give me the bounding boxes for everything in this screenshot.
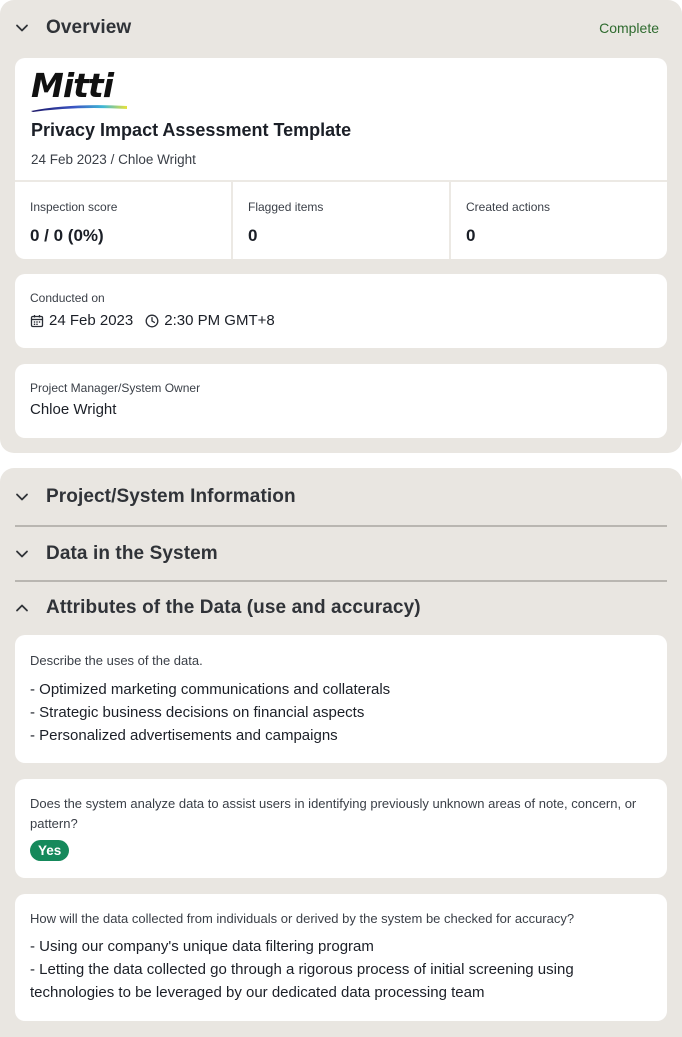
section-title: Attributes of the Data (use and accuracy)	[46, 597, 421, 618]
question-card-analyze	[15, 779, 667, 878]
stat-label: Flagged items	[248, 200, 324, 214]
clock-icon	[145, 314, 159, 328]
question-card-accuracy	[15, 894, 667, 1021]
section-divider	[15, 525, 667, 527]
answer-line: - Strategic business decisions on financial aspects	[30, 704, 365, 721]
stats-row	[15, 180, 667, 259]
section-divider	[15, 580, 667, 582]
conducted-time: 2:30 PM GMT+8	[164, 312, 275, 329]
owner-label: Project Manager/System Owner	[30, 381, 201, 395]
section-title: Data in the System	[46, 543, 218, 564]
conducted-datetime	[30, 312, 275, 329]
details-panel	[0, 468, 682, 1037]
title-card	[15, 58, 667, 259]
status-complete: Complete	[599, 20, 659, 36]
conducted-date: 24 Feb 2023	[49, 312, 134, 329]
company-logo: Mitti	[31, 70, 131, 112]
answer-text	[30, 935, 652, 1004]
logo-swoosh	[31, 103, 127, 112]
chevron-up-icon	[15, 597, 37, 619]
section-project-system-information[interactable]	[15, 483, 667, 511]
overview-header[interactable]	[15, 14, 667, 42]
chevron-down-icon	[15, 543, 37, 565]
answer-line: - Personalized advertisements and campaigns	[30, 727, 338, 744]
stat-flagged-items	[231, 182, 449, 259]
document-title: Privacy Impact Assessment Template	[31, 120, 352, 140]
stat-value: 0 / 0 (0%)	[30, 226, 104, 245]
chevron-down-icon	[15, 486, 37, 508]
calendar-icon	[30, 314, 44, 328]
answer-text	[30, 678, 652, 747]
section-attributes-of-the-data[interactable]	[15, 594, 667, 622]
stat-label: Created actions	[466, 200, 551, 214]
overview-title: Overview	[46, 17, 132, 38]
chevron-down-icon	[15, 17, 37, 39]
stat-value: 0	[248, 226, 258, 245]
document-meta: 24 Feb 2023 / Chloe Wright	[31, 152, 196, 167]
stat-label: Inspection score	[30, 200, 118, 214]
section-title: Project/System Information	[46, 486, 296, 507]
section-data-in-the-system[interactable]	[15, 540, 667, 568]
answer-line: - Using our company's unique data filtering program	[30, 938, 374, 955]
conducted-card	[15, 274, 667, 348]
owner-value: Chloe Wright	[30, 401, 117, 418]
stat-inspection-score	[15, 182, 231, 259]
question-label: Describe the uses of the data.	[30, 653, 203, 668]
question-label: Does the system analyze data to assist users in identifying previously unknown areas of note, concern, or pattern?	[30, 796, 637, 831]
question-card-uses	[15, 635, 667, 763]
stat-created-actions	[449, 182, 667, 259]
question-label: How will the data collected from individuals or derived by the system be checked for accuracy?	[30, 911, 575, 926]
answer-line: - Optimized marketing communications and collaterals	[30, 681, 391, 698]
stat-value: 0	[466, 226, 476, 245]
conducted-label: Conducted on	[30, 291, 105, 305]
overview-panel	[0, 0, 682, 453]
owner-card	[15, 364, 667, 438]
answer-yes-badge: Yes	[30, 840, 69, 861]
answer-line: - Letting the data collected go through a rigorous process of initial screening using technologies to be leveraged by our dedicated data processing team	[30, 961, 574, 1001]
